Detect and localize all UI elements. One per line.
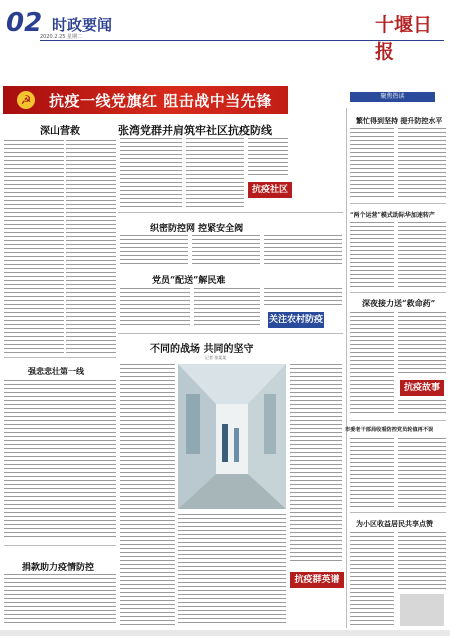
headline-right-top: 繁忙得到坚持 提升防控水平 [356,116,443,125]
article-text [398,400,446,416]
section-rule [118,333,343,334]
headline-right-2: “两个运营”模式助际华加速转产 [350,212,435,219]
banner-text: 抗疫一线党旗红 阻击战中当先锋 [49,91,272,110]
article-text [398,312,446,376]
headline-mid-1: 织密防控网 控紧安全阀 [150,224,244,234]
date-line: 2020.2.25 星期二 [40,34,83,40]
section-rule [118,212,343,213]
section-rule [350,292,446,293]
thumbnail-photo [400,594,444,626]
label-rural: 关注农村防疫 [268,312,324,328]
article-text [398,222,446,288]
article-text [350,312,394,416]
page-number: 02 [6,8,43,38]
corridor-image [178,364,286,509]
label-district: 抗疫社区行 [248,182,292,198]
article-text [192,235,260,267]
article-text [398,532,446,592]
headline-mid-3: 不同的战场 共同的坚守 [150,344,254,355]
main-headline: 张湾党群并肩筑牢社区抗疫防线 [118,124,272,137]
article-text [264,235,342,267]
article-text [120,235,188,267]
headline-left-3: 捐款助力疫情防控 [22,563,95,573]
newspaper-logo: 十堰日报 [375,14,433,63]
article-text [4,380,116,540]
party-emblem-icon: ☭ [17,91,35,109]
headline-right-5: 为小区收益居民共享点赞 [356,519,433,528]
column-rule [346,108,347,628]
article-text [194,288,260,326]
headline-banner [3,86,288,114]
headline-left-top: 深山营救 [40,126,80,137]
article-text [350,128,394,198]
article-text [290,364,342,564]
section-title: 时政要闻 [52,16,113,34]
article-text [120,138,182,208]
article-text [350,222,394,288]
section-rule [350,512,446,513]
label-heroes: 抗疫群英谱 [290,572,344,588]
label-story: 抗疫故事 [400,380,444,396]
column-rule [4,357,116,358]
article-text [186,138,244,208]
article-text [4,574,116,626]
article-text [350,532,394,626]
article-text [4,140,64,355]
headline-right-4: 市委老干部局收看防控党员轮值再不误 [345,427,434,433]
article-text [120,364,175,626]
section-rule [350,203,446,204]
article-text [264,288,342,308]
article-text [178,514,286,626]
article-text [350,438,394,508]
footer-strip [0,630,450,636]
headline-mid-2: 党员“配送”解民难 [152,276,226,286]
byline: 记者 张某某 [205,355,227,360]
article-text [66,140,116,355]
headline-left-2: 强悲悲壮第一线 [28,366,84,376]
focus-header: 聚焦热读 [350,92,435,102]
column-rule [4,545,116,546]
article-text [120,288,190,326]
article-text [398,438,446,508]
headline-right-3: 深夜接力送“救命药” [362,298,436,308]
article-text [248,138,288,176]
corridor-photo [178,364,286,509]
section-rule [350,420,446,421]
article-text [398,128,446,198]
